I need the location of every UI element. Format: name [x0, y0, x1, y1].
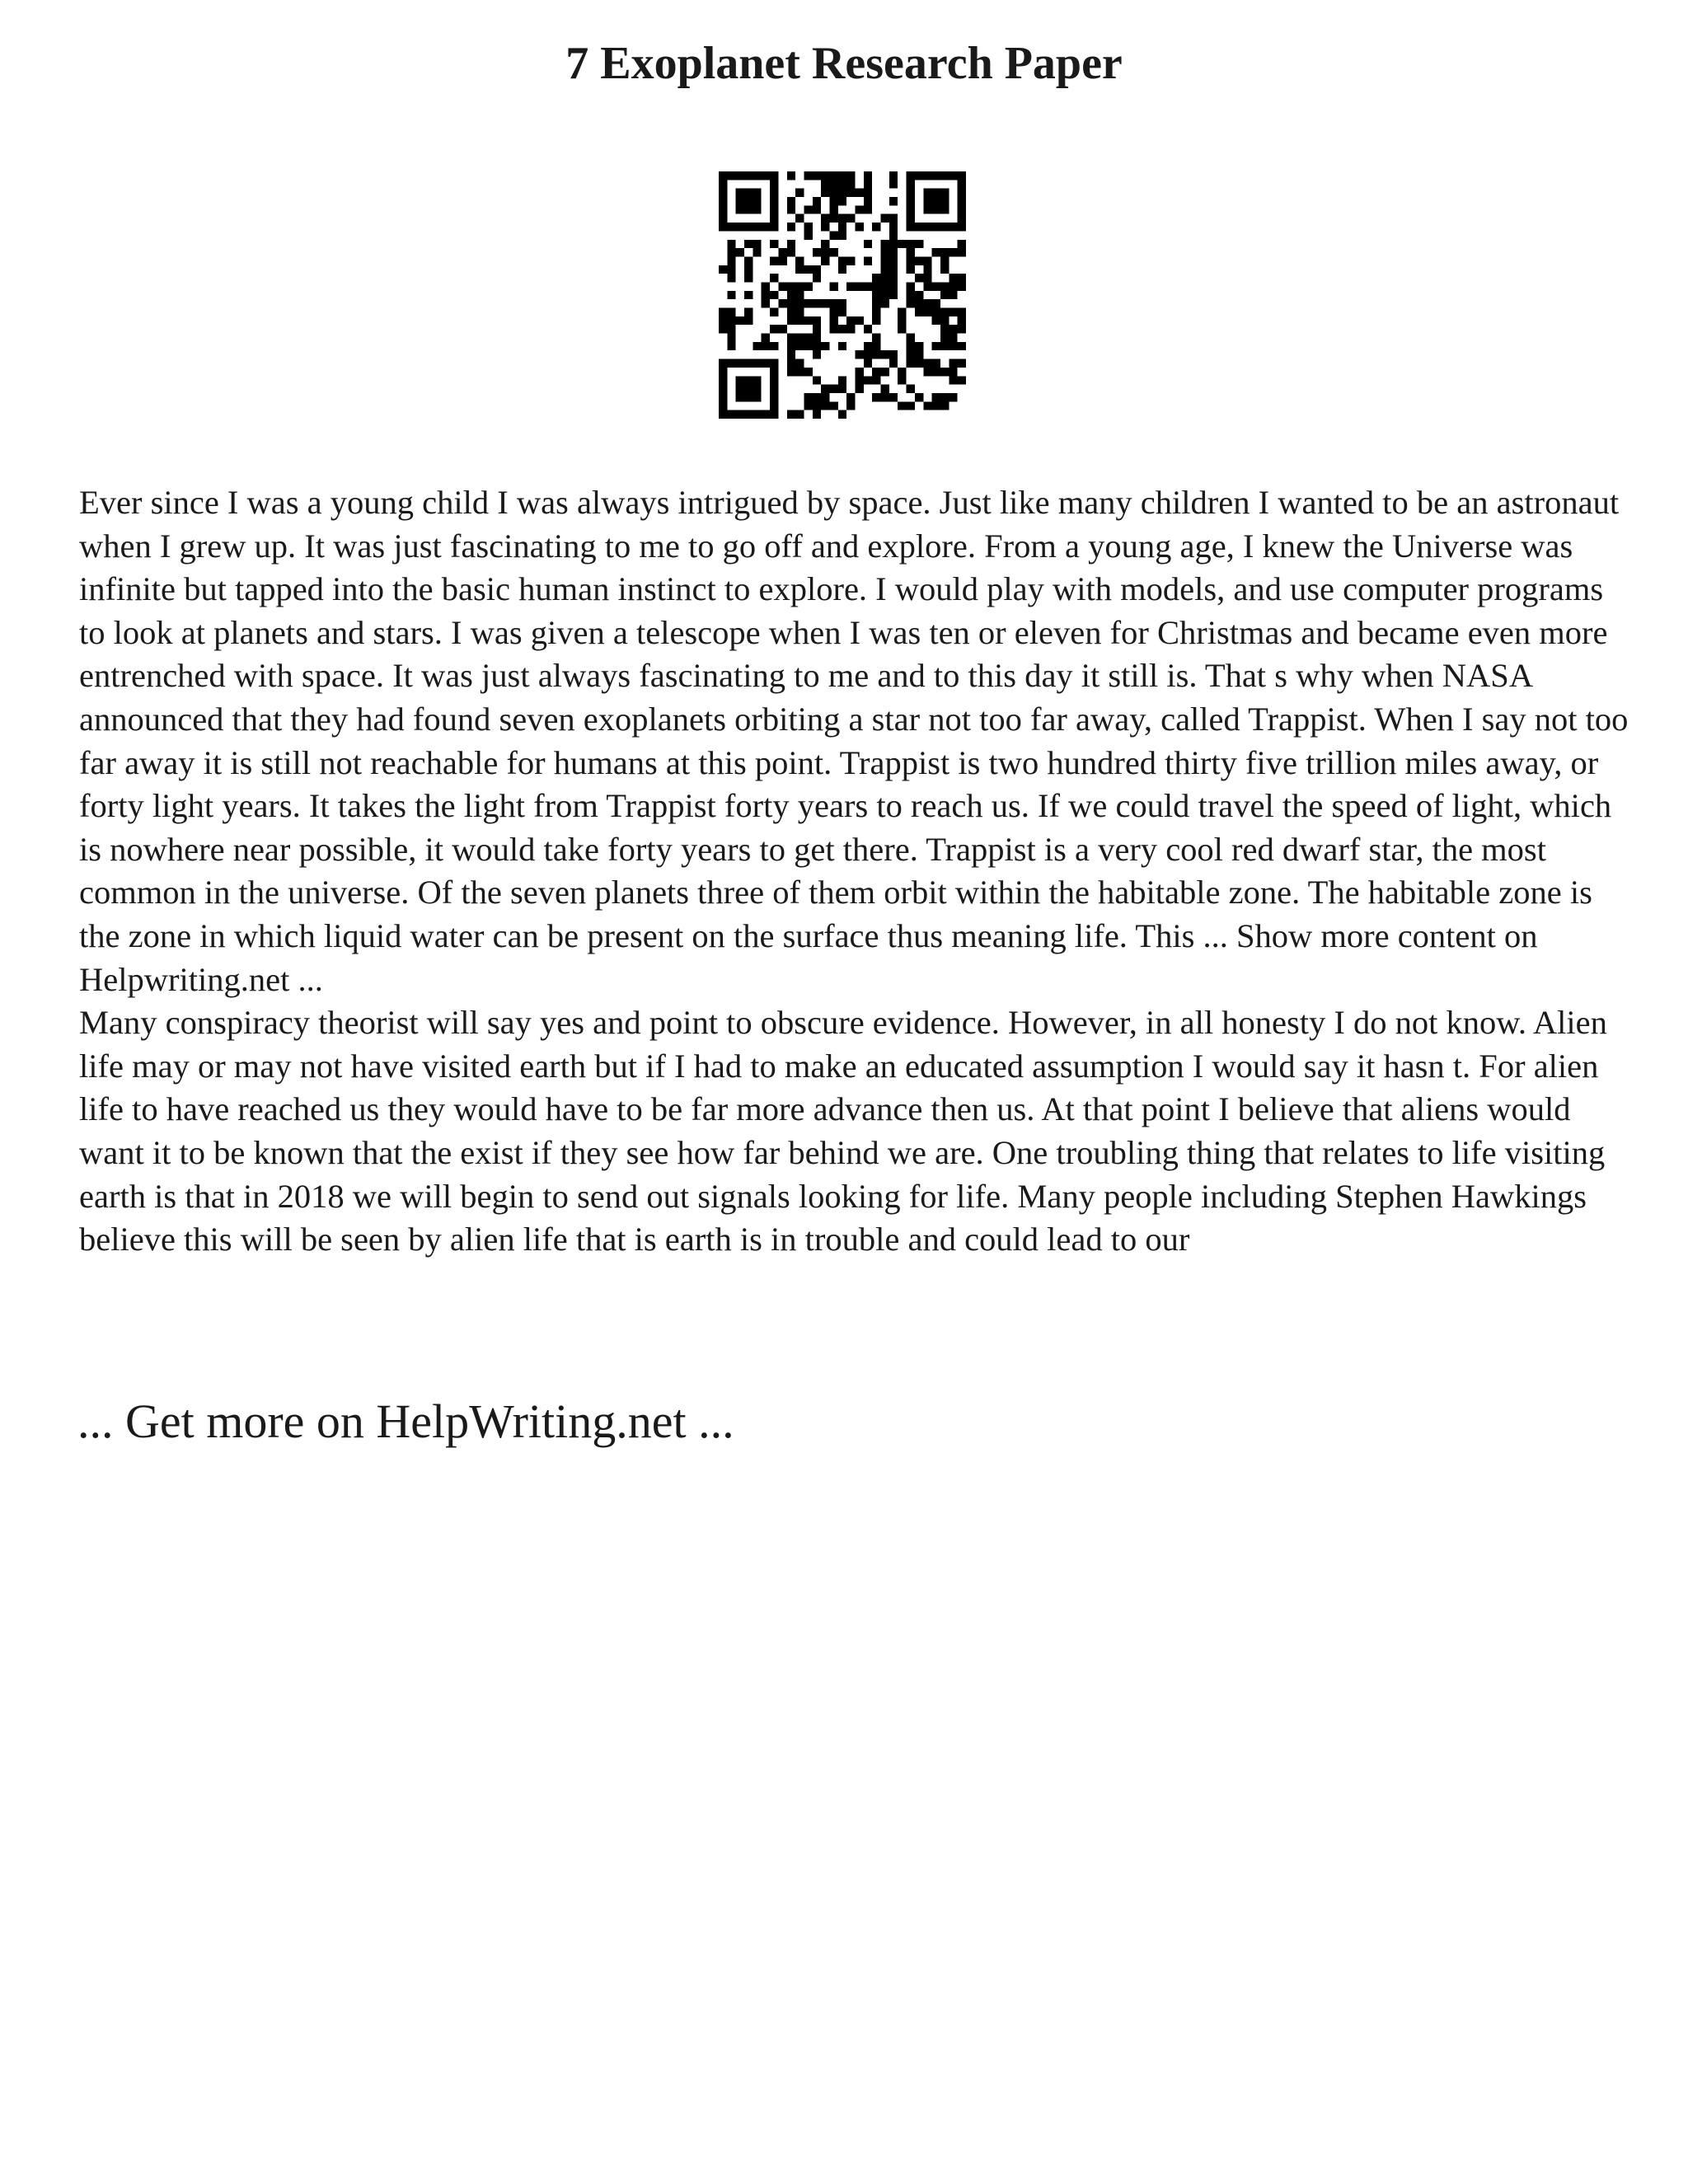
paragraph-2: Many conspiracy theorist will say yes and point to obscure evidence. However, in all honesty I do not know. Alien life may or may not have visited earth but if I had to make an educated assumption I would say it hasn t. For alien life to have reached us they would have to be far more advance then us. At that point I believe that aliens would want it to be known that the exist if they see how far behind we are. One troubling thing that relates to life visiting earth is that in 2018 we will begin to send out signals looking for life. Many people including Stephen Hawkings believe this will be seen by alien life that is earth is in trouble and could lead to our: [79, 1004, 1607, 1258]
get-more-link[interactable]: ... Get more on HelpWriting.net ...: [77, 1394, 734, 1448]
paragraph-1: Ever since I was a young child I was always intrigued by space. Just like many children I wanted to be an astronaut when I grew up. It was just fascinating to me to go off and explore. From a young age, I knew the Universe was infinite but tapped into the basic human instinct to explore. I would play with models, and use computer programs to look at planets and stars. I was given a telescope when I was ten or eleven for Christmas and became even more entrenched with space. It was just always fascinating to me and to this day it still is. That s why when NASA announced that they had found seven exoplanets orbiting a star not too far away, called Trappist. When I say not too far away it is still not reachable for humans at this point. Trappist is two hundred thirty five trillion miles away, or forty light years. It takes the light from Trappist forty years to reach us. If we could travel the speed of light, which is nowhere near possible, it would take forty years to get there. Trappist is a very cool red dwarf star, the most common in the universe. Of the seven planets three of them orbit within the habitable zone. The habitable zone is the zone in which liquid water can be present on the surface thus meaning life. This ... Show more content on Helpwriting.net ...: [79, 484, 1629, 998]
qr-code-icon[interactable]: [719, 171, 966, 419]
page-title: 7 Exoplanet Research Paper: [565, 38, 1123, 89]
article-body: [79, 481, 1629, 1262]
